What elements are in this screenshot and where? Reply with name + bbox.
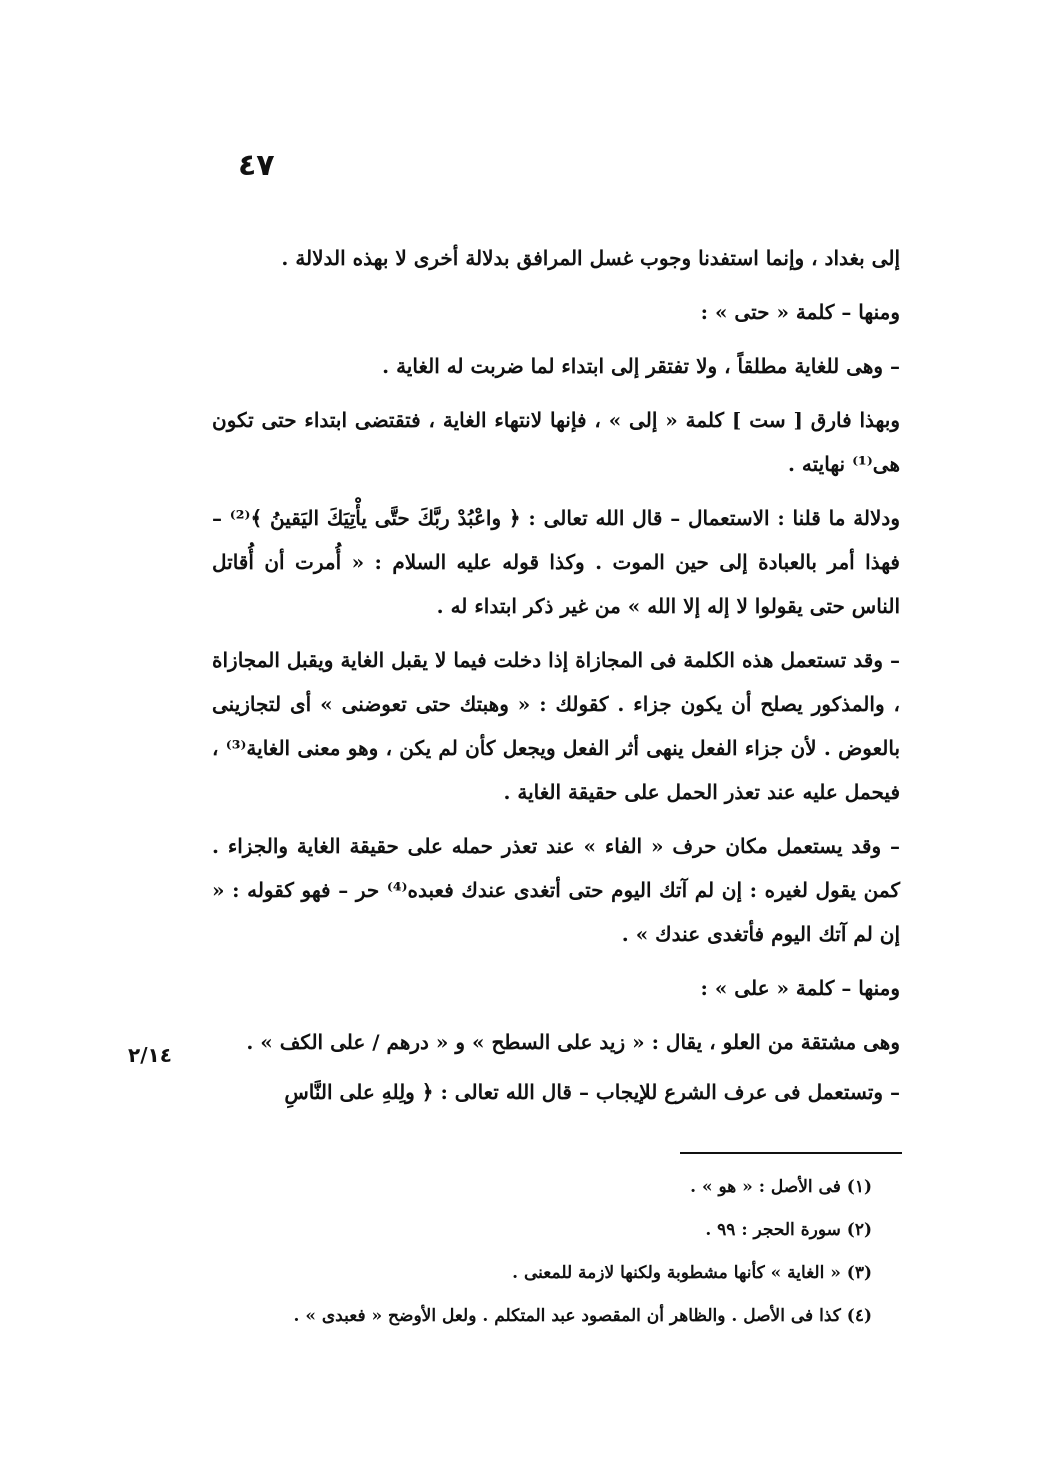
- paragraph: – وهى للغاية مطلقاً ، ولا تفتقر إلى ابتداء لما ضربت له الغاية .: [382, 354, 900, 378]
- paragraph: – وتستعمل فى عرف الشرع للإيجاب – قال الله تعالى : ﴿ ولِلهِ على النَّاسِ: [284, 1080, 900, 1104]
- paragraph: وبهذا فارق [ ست ] كلمة « إلى » ، فإنها لانتهاء الغاية ، فتقتضى ابتداء حتى تكون هى⁽¹⁾ نهايته .: [212, 408, 900, 476]
- footnote-divider: [680, 1152, 902, 1154]
- main-text: [212, 236, 900, 1120]
- paragraph: ودلالة ما قلنا : الاستعمال – قال الله تعالى : ﴿ واعْبُدْ ربَّكَ حتَّى يأْتِيَكَ اليَقينُ ﴾⁽²⁾ – فهذا أمر بالعبادة إلى حين الموت . وكذا قوله عليه السلام : « أُمرت أن أُقاتل الناس حتى يقولوا لا إله إلا الله » من غير ذكر ابتداء له .: [212, 506, 901, 618]
- footnotes: [212, 1166, 872, 1338]
- footnote: (٤) كذا فى الأصل . والظاهر أن المقصود عبد المتكلم . ولعل الأوضح « فعبدى » .: [293, 1306, 872, 1326]
- margin-reference: ٢/١٤: [128, 1043, 172, 1067]
- paragraph: إلى بغداد ، وإنما استفدنا وجوب غسل المرافق بدلالة أخرى لا بهذه الدلالة .: [281, 246, 900, 270]
- paragraph: – وقد تستعمل هذه الكلمة فى المجازاة إذا دخلت فيما لا يقبل الغاية ويقبل المجازاة ، والمذكور يصلح أن يكون جزاء . كقولك : « وهبتك حتى تعوضنى » أى لتجازينى بالعوض . لأن جزاء الفعل ينهى أثر الفعل ويجعل كأن لم يكن ، وهو معنى الغاية⁽³⁾ ، فيحمل عليه عند تعذر الحمل على حقيقة الغاية .: [212, 648, 901, 804]
- page-number: ٤٧: [238, 148, 275, 183]
- footnote: (٣) « الغاية » كأنها مشطوبة ولكنها لازمة للمعنى .: [512, 1263, 872, 1283]
- section-heading-hatta: ومنها – كلمة « حتى » :: [700, 300, 900, 324]
- section-heading-ala: ومنها – كلمة « على » :: [700, 976, 900, 1000]
- footnote: (١) فى الأصل : « هو » .: [690, 1177, 872, 1197]
- paragraph: وهى مشتقة من العلو ، يقال : « زيد على السطح » و « درهم / على الكف » .: [246, 1030, 900, 1054]
- footnote: (٢) سورة الحجر : ٩٩ .: [705, 1220, 872, 1240]
- paragraph: – وقد يستعمل مكان حرف « الفاء » عند تعذر حمله على حقيقة الغاية والجزاء . كمن يقول لغيره : إن لم آتك اليوم حتى أتغدى عندك فعبده⁽⁴⁾ حر – فهو كقوله : « إن لم آتك اليوم فأتغدى عندك » .: [212, 834, 900, 946]
